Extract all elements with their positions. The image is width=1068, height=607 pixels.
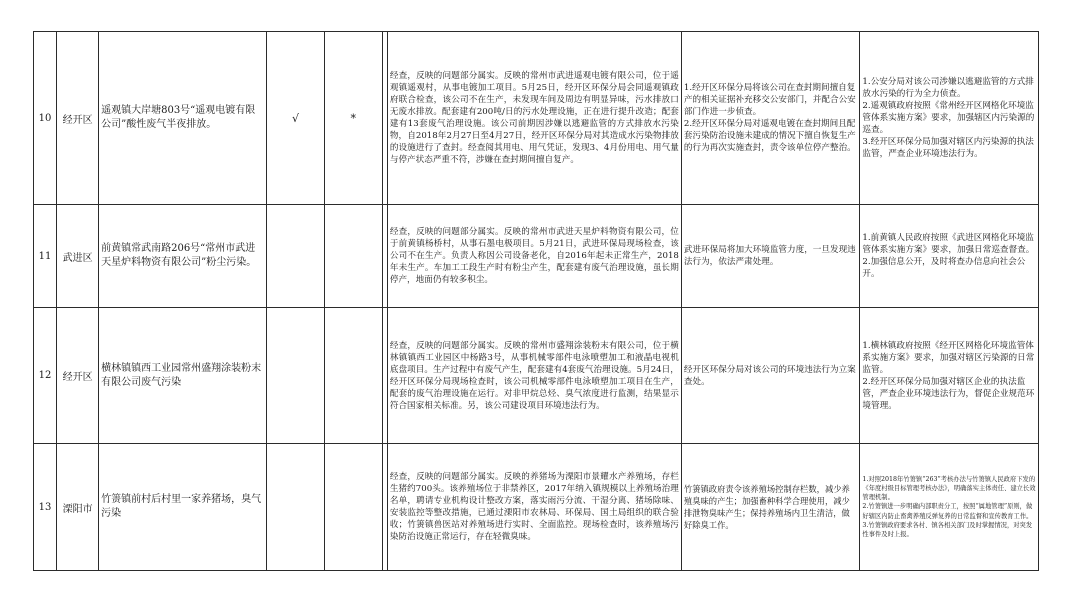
handling-measure-cell: 经开区环保分局对该公司的环境违法行为立案查处。 [681,308,860,444]
row-number: 11 [34,205,57,308]
verified-mark-cell [267,444,325,571]
handling-measure-cell: 武进环保局将加大环境监管力度，一旦发现违法行为，依法严肃处理。 [681,205,860,308]
table-row [34,32,1039,205]
complaint-issue-cell: 前黄镇常武南路206号“常州市武进天星炉料物资有限公司”粉尘污染。 [99,205,267,308]
district-cell: 经开区 [57,308,99,444]
investigation-result-cell: 经查，反映的问题部分属实。反映的常州市武进天星炉料物资有限公司，位于前黄镇杨桥村，从事石墨电极项目。5月21日，武进环保局现场检查，该公司不在生产。负责人称因公司设备老化，自2016年起未正常生产，2018年未生产。车加工工段生产时有粉尘产生，配套建有废气治理设施，虽长期停产，地面仍有较多积尘。 [387,205,681,308]
complaint-issue-cell: 竹箦镇前村后村里一家养猪场，臭气污染 [99,444,267,571]
table-row [34,444,1039,571]
verified-mark-cell [267,205,325,308]
district-cell: 溧阳市 [57,444,99,571]
investigation-result-cell: 经查，反映的问题部分属实。反映的养猪场为溧阳市景耀水产养殖场，存栏生猪约700头。该养殖场位于非禁养区，2017年纳入镇规模以上养殖场治理名单，聘请专业机构设计整改方案，落实雨污分流、干湿分离、猪场除味、安装监控等整改措施，已通过溧阳市农林局、环保局、国土局组织的联合验收；竹箦镇兽医站对养殖场进行实时、全面监控。现场检查时，该养殖场污染防治设施正常运行，存在轻微臭味。 [387,444,681,571]
rectification-measure-cell: 1.对照2018年竹箦镇“263”考核办法与竹箦镇人民政府下发的《年度村级目标管理考核办法》，明确落实主体责任、建立长效管理机制。 2.竹箦镇进一步明确内部职责分工，按照“属地管理”原则，做好辖区内防止畜禽养殖反弹复养的日常监督和宣传教育工作。 3.竹箦镇政府要求各村、镇各相关部门及时掌握情况，对突发性事件及时上报。 [860,444,1039,571]
district-cell: 武进区 [57,205,99,308]
row-number: 12 [34,308,57,444]
complaint-issue-cell: 横林镇镇西工业园常州盛翔涂装粉末有限公司废气污染 [99,308,267,444]
district-cell: 经开区 [57,32,99,205]
inspection-table-sheet [33,31,1039,572]
rectification-measure-cell: 1.公安分局对该公司涉嫌以逃避监管的方式排放水污染的行为全力侦查。 2.遥观镇政府按照《常州经开区网格化环境监管体系实施方案》要求，加强辖区内污染源的巡查。 3.经开区环保分局加强对辖区内污染源的执法监管，严查企业环境违法行为。 [860,32,1039,205]
verified-mark-cell [267,308,325,444]
row-number: 13 [34,444,57,571]
row-number: 10 [34,32,57,205]
complaint-handling-table [33,31,1039,571]
complaint-issue-cell: 遥观镇大岸塘803号“遥观电镀有限公司”酸性废气半夜排放。 [99,32,267,205]
key-case-mark-cell [324,444,382,571]
verified-mark-cell: √ [267,32,325,205]
table-row [34,205,1039,308]
handling-measure-cell: 竹箦镇政府责令该养殖场控制存栏数，减少养殖臭味的产生；加强畜种科学合理使用，减少排泄物臭味产生；保持养殖场内卫生清洁，做好除臭工作。 [681,444,860,571]
table-row [34,308,1039,444]
rectification-measure-cell: 1.前黄镇人民政府按照《武进区网格化环境监管体系实施方案》要求，加强日常巡查督查。 2.加强信息公开，及时将查办信息向社会公开。 [860,205,1039,308]
investigation-result-cell: 经查，反映的问题部分属实。反映的常州市盛翔涂装粉末有限公司，位于横林镇镇西工业园区中杨路3号，从事机械零部件电泳喷塑加工和液晶电视机底盘项目。生产过程中有废气产生，配套建有4套废气治理设施。5月24日，经开区环保分局现场检查时，该公司机械零部件电泳喷塑加工项目在生产，配套的废气治理设施在运行。对非甲烷总烃、臭气浓度进行监测，结果显示符合国家相关标准。另，该公司建设项目环境违法行为。 [387,308,681,444]
key-case-mark-cell: * [324,32,382,205]
investigation-result-cell: 经查，反映的问题部分属实。反映的常州市武进遥观电镀有限公司，位于遥观镇遥观村，从事电镀加工项目。5月25日，经开区环保分局会同遥观镇政府联合检查，该公司不在生产，未发现车间及周边有明显异味，污水排放口无废水排放。配套建有200吨/日的污水处理设施，正在进行提升改造；配套建有13套废气治理设施。该公司前期因涉嫌以逃避监管的方式排放水污染物，自2018年2月27日至4月27日，经开区环保分局对其造成水污染物排放的设施进行了查封。经查阅其用电、用气凭证，发现3、4月份用电、用气量与停产状态严重不符，涉嫌在查封期间擅自复产。 [387,32,681,205]
rectification-measure-cell: 1.横林镇政府按照《经开区网格化环境监管体系实施方案》要求，加强对辖区污染源的日常监管。 2.经开区环保分局加强对辖区企业的执法监管，严查企业环境违法行为，督促企业规范环境管理。 [860,308,1039,444]
handling-measure-cell: 1.经开区环保分局将该公司在查封期间擅自复产的相关证据补充移交公安部门，并配合公安部门作进一步侦查。 2.经开区环保分局对遥观电镀在查封期间且配套污染防治设施未建成的情况下擅自恢复生产的行为再次实施查封，责令该单位停产整治。 [681,32,860,205]
key-case-mark-cell [324,308,382,444]
key-case-mark-cell [324,205,382,308]
